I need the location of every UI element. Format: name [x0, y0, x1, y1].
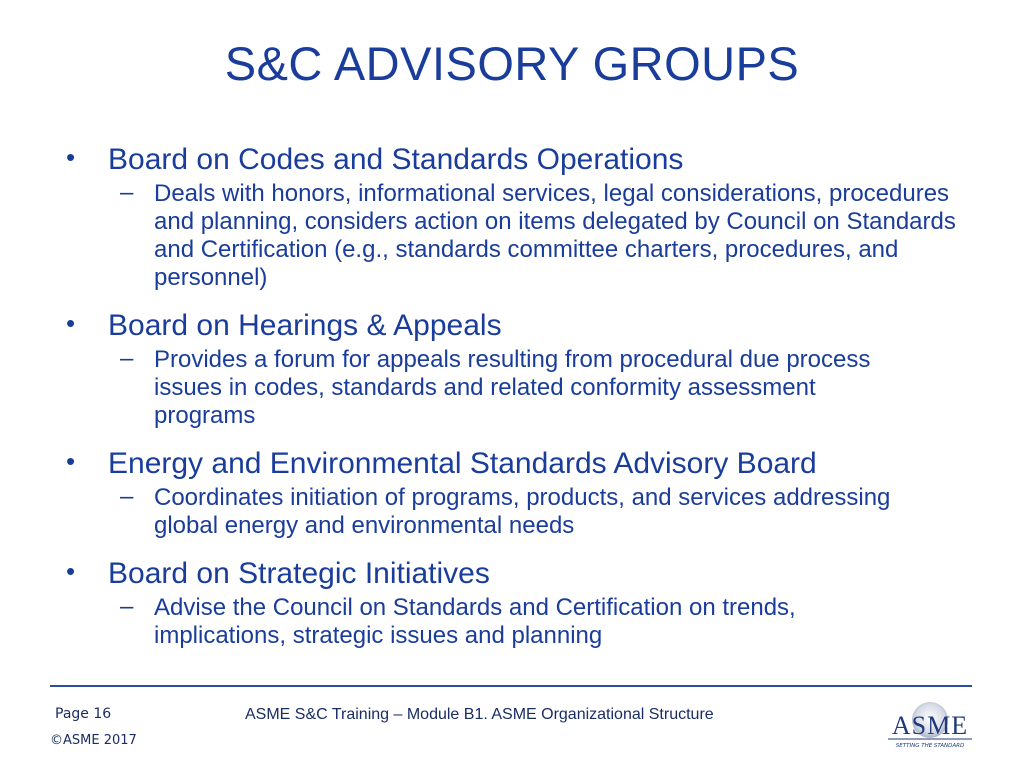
logo-wordmark: ASME	[891, 711, 969, 740]
sub-bullet-dash: –	[120, 483, 134, 510]
bullet-list	[0, 140, 1024, 664]
bullet-detail: Coordinates initiation of programs, products, and services addressing global energy and environmental needs	[154, 484, 891, 539]
bullet-dot: •	[66, 446, 76, 476]
bullet-detail: Advise the Council on Standards and Certification on trends, implications, strategic issues and planning	[154, 594, 796, 649]
page-number: Page 16	[55, 706, 112, 722]
bullet-detail: Provides a forum for appeals resulting from procedural due process issues in codes, standards and related conformity assessment programs	[154, 346, 871, 429]
slide-title: S&C ADVISORY GROUPS	[224, 37, 800, 90]
bullet-dot: •	[66, 142, 76, 172]
bullet-heading: Board on Codes and Standards Operations	[108, 143, 684, 176]
bullet-heading: Board on Strategic Initiatives	[108, 557, 490, 590]
sub-bullet-dash: –	[120, 345, 134, 372]
bullet-item-bsi	[0, 554, 1024, 650]
bullet-item-bcso	[0, 140, 1024, 292]
bullet-heading: Board on Hearings & Appeals	[108, 309, 502, 342]
bullet-detail: Deals with honors, informational services, legal considerations, procedures and planning, considers action on items delegated by Council on Standards and Certification (e.g., standards committee charters, procedures, and personnel)	[154, 180, 956, 291]
bullet-dot: •	[66, 556, 76, 586]
bullet-item-eesab	[0, 444, 1024, 540]
footer-course-title: ASME S&C Training – Module B1. ASME Organizational Structure	[245, 706, 714, 723]
sub-bullet-dash: –	[120, 179, 134, 206]
bullet-item-bha	[0, 306, 1024, 430]
sub-bullet-dash: –	[120, 593, 134, 620]
bullet-dot: •	[66, 308, 76, 338]
bullet-heading: Energy and Environmental Standards Advisory Board	[108, 447, 817, 480]
logo-tagline: SETTING THE STANDARD	[895, 743, 965, 749]
copyright-notice: ©ASME 2017	[50, 733, 137, 748]
footer-divider	[50, 685, 972, 687]
asme-logo	[880, 694, 980, 756]
